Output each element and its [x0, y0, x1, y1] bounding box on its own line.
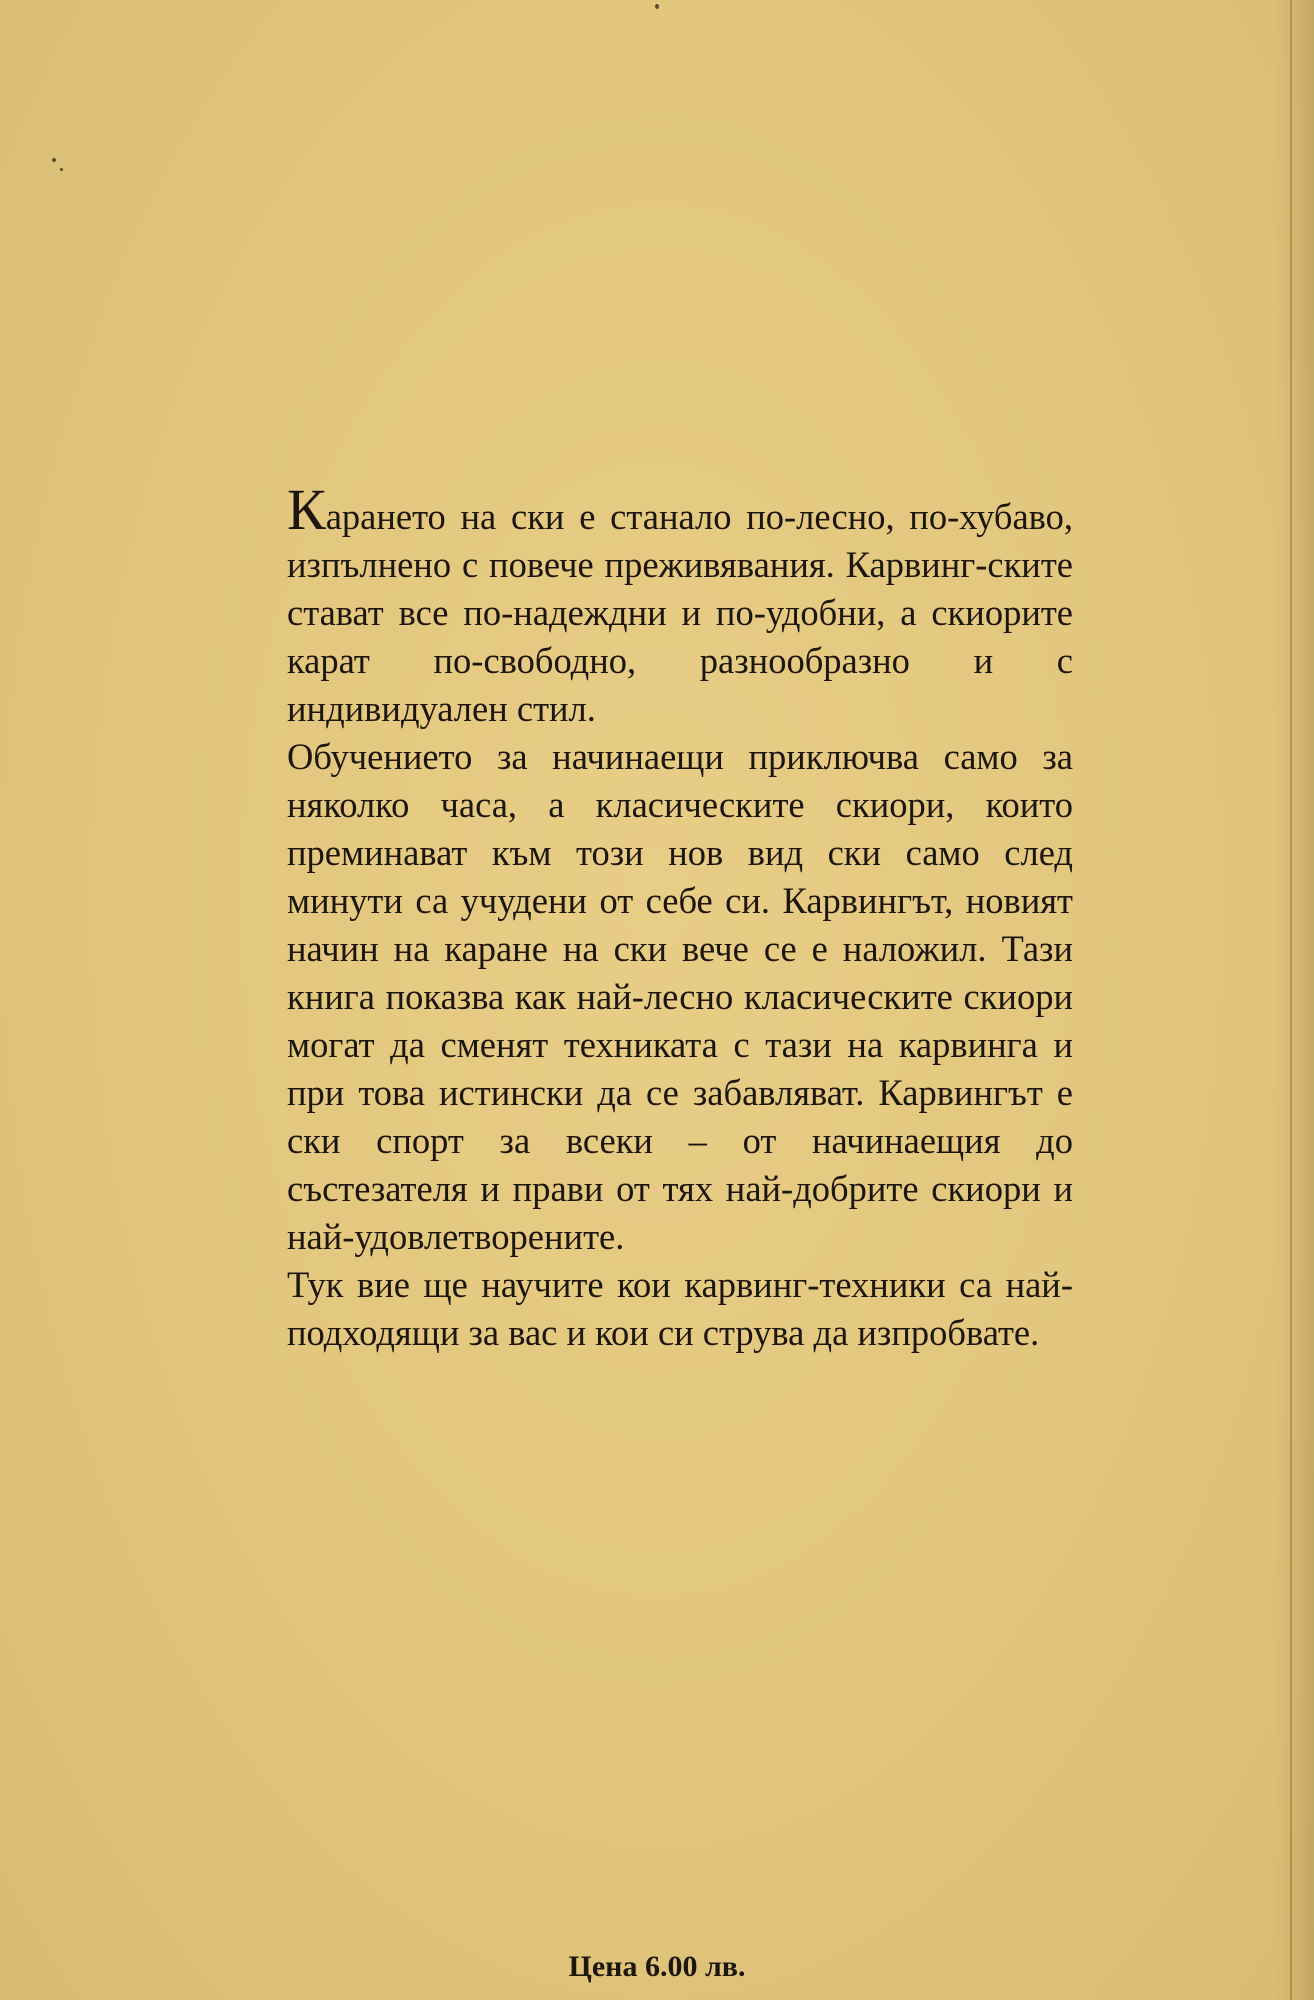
blurb-paragraph: Тук вие ще научите кои карвинг-техники са най-подходящи за вас и кои си струва да изпробвате.: [287, 1264, 1073, 1353]
dust-speck: [52, 158, 56, 162]
price-label: Цена 6.00 лв.: [568, 1950, 746, 1983]
drop-cap: К: [287, 477, 326, 542]
cover-edge-shading: [1274, 0, 1314, 2000]
dust-speck: [655, 4, 659, 9]
blurb-paragraph-text: арането на ски е станало по-лесно, по-хубаво, изпълнено с повече преживявания. Карвинг-ските стават все по-надеждни и по-удобни, а скиорите карат по-свободно, разнообразно и с индивидуален стил.: [287, 496, 1073, 729]
dust-speck: [60, 168, 63, 171]
blurb-paragraph: Обучението за начинаещи приключва само за няколко часа, а класическите скиори, които преминават към този нов вид ски само след минути са учудени от себе си. Карвингът, новият начин на каране на ски вече се е наложил. Тази книга показва как най-лесно класическите скиори могат да сменят техниката с тази на карвинга и при това истински да се забавляват. Карвингът е ски спорт за всеки – от начинаещия до състезателя и прави от тях най-добрите скиори и най-удовлетворените.: [287, 736, 1073, 1257]
cover-edge-line: [1290, 0, 1292, 2000]
blurb-text: [287, 477, 1073, 1357]
blurb-paragraph: [287, 477, 1073, 733]
